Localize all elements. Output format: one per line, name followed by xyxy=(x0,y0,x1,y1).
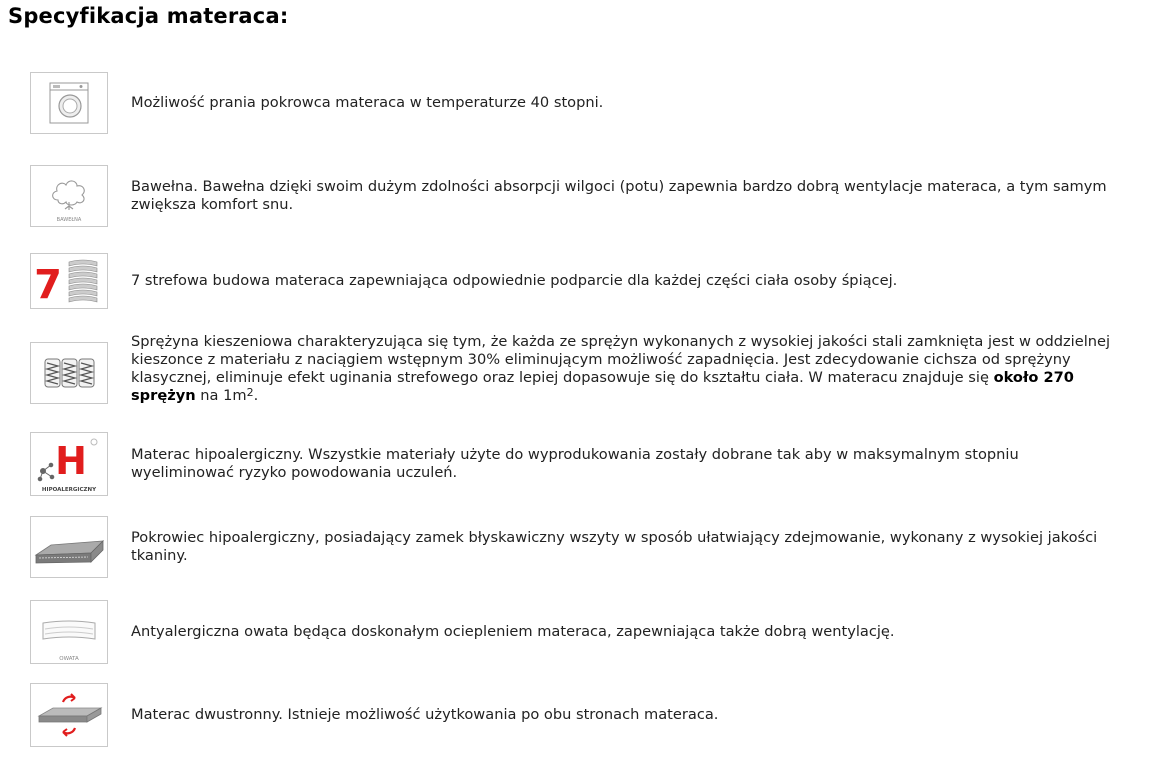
hypoallergenic-icon-label: HIPOALERGICZNY xyxy=(41,487,97,493)
feature-text-springs xyxy=(131,333,1121,405)
feature-row-double-sided xyxy=(30,683,1130,747)
feature-text: Pokrowiec hipoalergiczny, posiadający zamek błyskawiczny wszyty w sposób ułatwiający zdejmowanie, wykonany z wysokiej jakości tkaniny. xyxy=(131,529,1098,564)
feature-text: Możliwość prania pokrowca materaca w temperaturze 40 stopni. xyxy=(131,94,604,111)
feature-row-cover xyxy=(30,516,1130,578)
feature-text: Bawełna. Bawełna dzięki swoim dużym zdolności absorpcji wilgoci (potu) zapewnia bardzo dobrą wentylacje materaca, a tym samym zwiększa komfort snu. xyxy=(131,178,1107,213)
cotton-icon xyxy=(30,165,108,227)
wadding-icon xyxy=(30,600,108,664)
feature-row-washing xyxy=(30,72,1130,134)
washing-machine-icon xyxy=(30,72,108,134)
feature-text: 7 strefowa budowa materaca zapewniająca odpowiednie podparcie dla każdej części ciała osoby śpiącej. xyxy=(131,272,898,289)
feature-row-springs xyxy=(30,327,1130,411)
pocket-springs-icon xyxy=(30,342,108,404)
feature-row-zones xyxy=(30,253,1130,309)
feature-text: Antyalergiczna owata będąca doskonałym ociepleniem materaca, zapewniająca także dobrą wentylację. xyxy=(131,623,895,640)
springs-text-part: Sprężyna kieszeniowa charakteryzująca się tym, że każda ze sprężyn wykonanych z wysokiej jakości stali zamknięta jest w oddzielnej kieszonce z materiału z naciągiem wstępnym 30% eliminującym możliwość zapadnięcia. Jest zdecydowanie cichsza od sprężyny klasycznej, eliminuje efekt uginania strefowego oraz lepiej dopasowuje się do kształtu ciała. W materacu znajduje się xyxy=(131,333,1111,386)
seven-zones-number: 7 xyxy=(34,262,62,308)
springs-unit-text: na 1m xyxy=(195,387,247,404)
springs-unit-sup: 2 xyxy=(246,386,254,399)
page-title: Specyfikacja materaca: xyxy=(8,4,289,28)
feature-row-hypoallergenic xyxy=(30,432,1130,496)
springs-count-text: około 270 sprężyn xyxy=(131,369,1074,404)
hypoallergenic-letter: H xyxy=(55,439,87,483)
feature-row-wadding xyxy=(30,600,1130,664)
hypoallergenic-icon xyxy=(30,432,108,496)
springs-text-end: . xyxy=(253,387,259,404)
zipper-cover-icon xyxy=(30,516,108,578)
feature-text: Materac hipoalergiczny. Wszystkie materiały użyte do wyprodukowania zostały dobrane tak aby w maksymalnym stopniu wyeliminować ryzyko powodowania uczuleń. xyxy=(131,446,1019,481)
feature-text: Materac dwustronny. Istnieje możliwość użytkowania po obu stronach materaca. xyxy=(131,706,719,723)
feature-row-cotton xyxy=(30,165,1130,227)
double-sided-icon xyxy=(30,683,108,747)
seven-zones-icon xyxy=(30,253,108,309)
cotton-icon-label: BAWEŁNA xyxy=(56,217,82,223)
wadding-icon-label: OWATA xyxy=(59,656,79,662)
